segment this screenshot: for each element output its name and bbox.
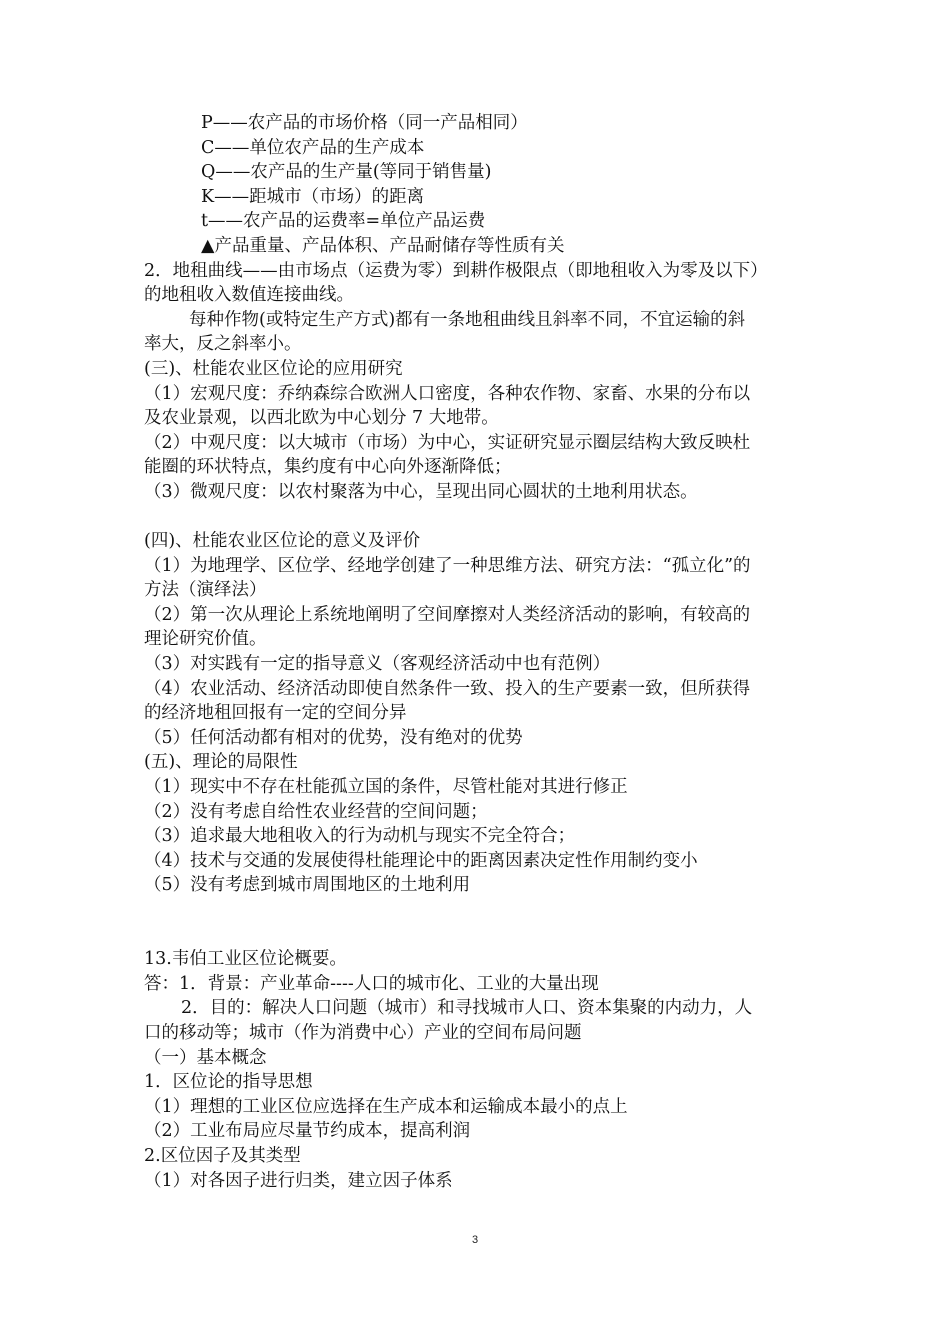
text-line: （5）没有考虑到城市周围地区的土地利用 — [144, 875, 471, 896]
text-line: C——单位农产品的生产成本 — [201, 137, 425, 158]
text-line: （5）任何活动都有相对的优势，没有绝对的优势 — [144, 727, 523, 748]
text-line: t——农产品的运费率=单位产品运费 — [201, 211, 486, 232]
text-line: 及农业景观，以西北欧为中心划分 7 大地带。 — [144, 408, 499, 429]
text-line: 答：1．背景：产业革命----人口的城市化、工业的大量出现 — [144, 973, 599, 994]
text-line: （2）第一次从理论上系统地阐明了空间摩擦对人类经济活动的影响，有较高的 — [144, 604, 751, 625]
blank-line — [144, 898, 812, 923]
text-line: ▲产品重量、产品体积、产品耐储存等性质有关 — [201, 235, 565, 256]
body-text — [144, 111, 812, 1193]
page-number: 3 — [471, 1234, 479, 1246]
text-line: 率大，反之斜率小。 — [144, 334, 302, 355]
text-line: (四)、杜能农业区位论的意义及评价 — [144, 531, 421, 552]
text-line: （1）现实中不存在杜能孤立国的条件，尽管杜能对其进行修正 — [144, 777, 628, 798]
text-line: （3）追求最大地租收入的行为动机与现实不完全符合； — [144, 826, 576, 847]
text-line: 2．目的：解决人口问题（城市）和寻找城市人口、资本集聚的内动力，人 — [181, 998, 753, 1019]
text-line: K——距城市（市场）的距离 — [201, 186, 425, 207]
text-line: 理论研究价值。 — [144, 629, 267, 650]
text-line: （1）理想的工业区位应选择在生产成本和运输成本最小的点上 — [144, 1096, 628, 1117]
text-line: Q——农产品的生产量(等同于销售量) — [201, 162, 492, 183]
text-line: （4）技术与交通的发展使得杜能理论中的距离因素决定性作用制约变小 — [144, 850, 698, 871]
text-line: 2.区位因子及其类型 — [144, 1145, 301, 1166]
text-line: 1．区位论的指导思想 — [144, 1072, 313, 1093]
text-line: 能圈的环状特点，集约度有中心向外逐渐降低； — [144, 457, 512, 478]
text-line: （2）没有考虑自给性农业经营的空间问题； — [144, 801, 488, 822]
text-line: 13.韦伯工业区位论概要。 — [144, 949, 347, 970]
text-line: （1）对各因子进行归类，建立因子体系 — [144, 1170, 453, 1191]
text-line: 2．地租曲线——由市场点（运费为零）到耕作极限点（即地租收入为零及以下） — [144, 260, 768, 281]
text-line: （1）宏观尺度：乔纳森综合欧洲人口密度，各种农作物、家畜、水果的分布以 — [144, 383, 751, 404]
text-line: (五)、理论的局限性 — [144, 752, 298, 773]
blank-line — [144, 505, 812, 530]
text-line: P——农产品的市场价格（同一产品相同） — [201, 113, 528, 133]
text-line: 的地租收入数值连接曲线。 — [144, 285, 354, 306]
text-line: 方法（演绎法） — [144, 580, 267, 601]
blank-line — [144, 923, 812, 948]
text-line: （3）微观尺度：以农村聚落为中心，呈现出同心圆状的土地利用状态。 — [144, 481, 698, 502]
text-line: （2）工业布局应尽量节约成本，提高利润 — [144, 1121, 471, 1142]
text-line: (三)、杜能农业区位论的应用研究 — [144, 358, 403, 379]
text-line: 的经济地租回报有一定的空间分异 — [144, 703, 407, 724]
text-line: 每种作物(或特定生产方式)都有一条地租曲线且斜率不同，不宜运输的斜 — [189, 309, 746, 330]
text-line: （3）对实践有一定的指导意义（客观经济活动中也有范例） — [144, 654, 611, 675]
text-line: （一）基本概念 — [144, 1047, 267, 1068]
text-line: 口的移动等；城市（作为消费中心）产业的空间布局问题 — [144, 1022, 582, 1043]
text-line: （2）中观尺度：以大城市（市场）为中心，实证研究显示圈层结构大致反映杜 — [144, 432, 751, 453]
text-line: （4）农业活动、经济活动即使自然条件一致、投入的生产要素一致，但所获得 — [144, 678, 751, 699]
text-line: （1）为地理学、区位学、经地学创建了一种思维方法、研究方法：“孤立化”的 — [144, 555, 751, 576]
